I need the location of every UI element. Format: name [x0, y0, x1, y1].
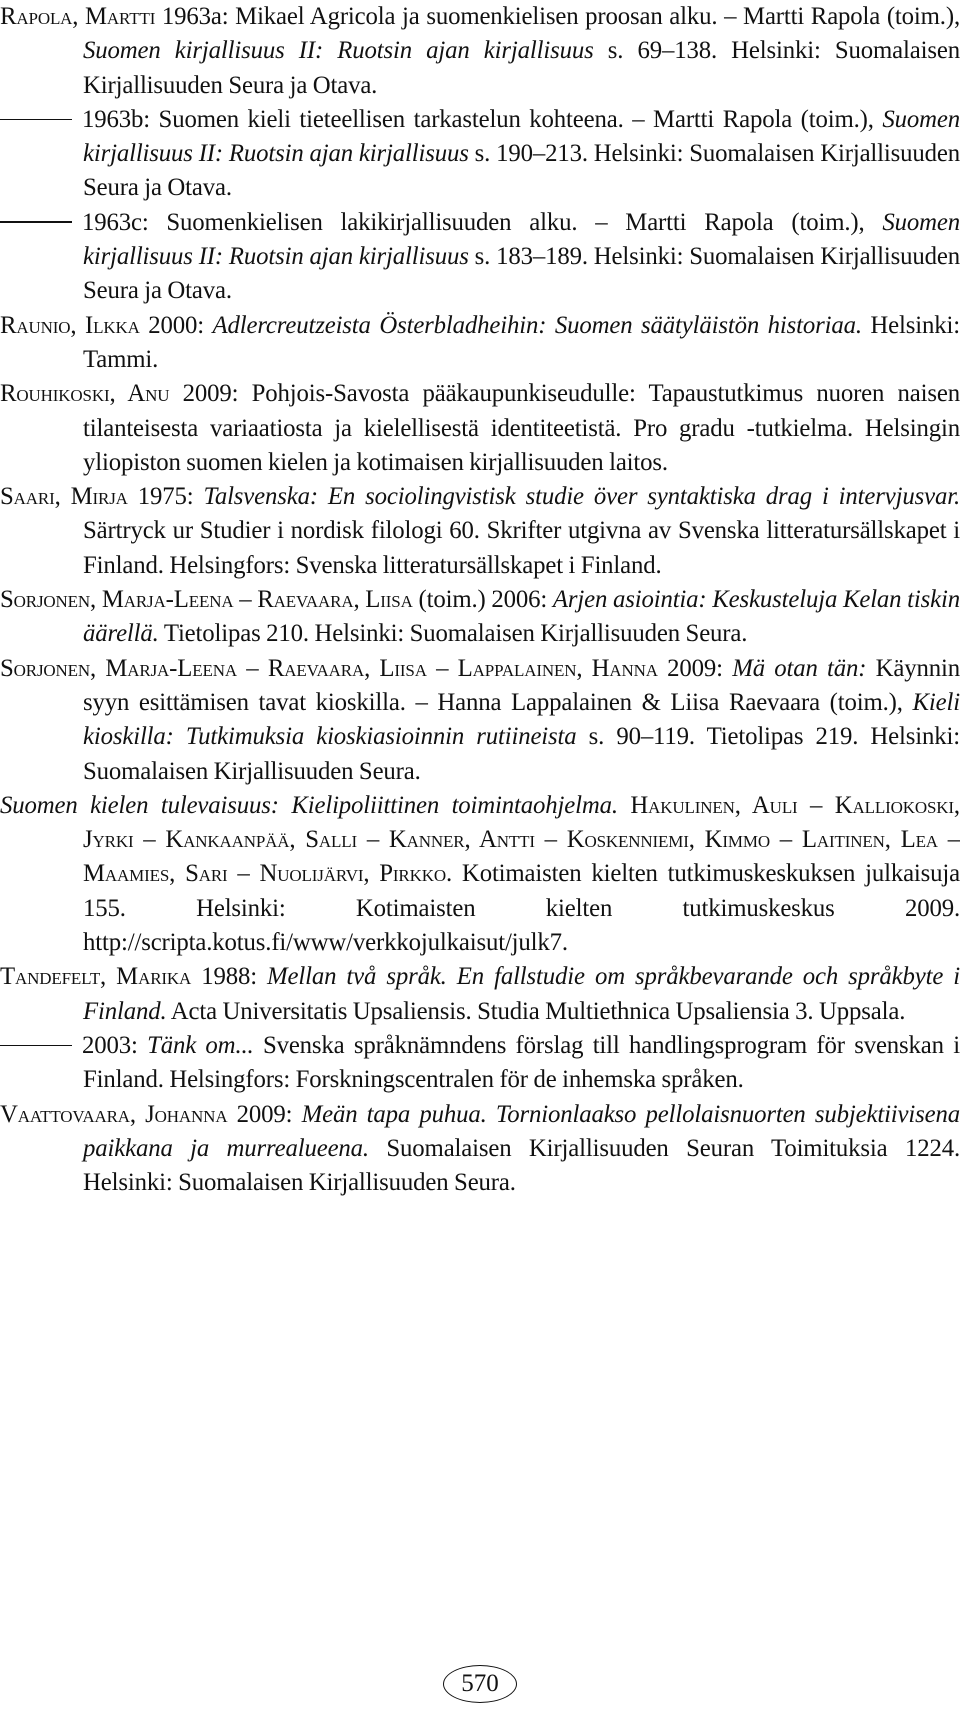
reference-title: Suomen kirjallisuus II: Ruotsin ajan kirjallisuus: [83, 37, 594, 65]
reference-entry: [0, 309, 960, 378]
reference-title: Arjen asiointia: Keskusteluja Kelan tiskin äärellä.: [83, 586, 960, 648]
reference-text: (toim.) 2006:: [412, 586, 553, 614]
reference-text: 2000:: [139, 311, 213, 339]
reference-text: Kotimaisten kielten tutkimuskeskuksen julkaisuja 155. Helsinki: Kotimaisten kielten tutkimuskeskus 2009. http://scripta.kotus.fi/www/verkkojulkaisut/julk7.: [83, 860, 960, 957]
reference-text: 1975:: [127, 483, 204, 511]
reference-entry: [0, 1029, 960, 1098]
author-separator: –: [237, 654, 268, 682]
reference-text: Käynnin syyn esittämisen tavat kioskilla. – Hanna Lappalainen & Liisa Raevaara (toim.),: [83, 654, 960, 716]
reference-text: Acta Universitatis Upsaliensis. Studia Multiethnica Upsaliensia 3. Uppsala.: [166, 997, 906, 1025]
reference-text: 2009:: [657, 654, 733, 682]
reference-title: Mä otan tän:: [732, 654, 867, 682]
reference-text: 2009:: [227, 1100, 302, 1128]
author-name: Rapola, Martti: [0, 3, 156, 30]
author-name: Hakulinen, Auli – Kalliokoski, Jyrki – Kankaanpää, Salli – Kanner, Antti – Koskenniemi, Kimmo – Laitinen, Lea – Maamies, Sari – Nuolijärvi, Pirkko.: [83, 791, 960, 888]
reference-entry: [0, 0, 960, 103]
reference-entry: [0, 789, 960, 960]
reference-text: s. 183–189. Helsinki: Suomalaisen Kirjallisuuden Seura ja Otava.: [83, 243, 960, 305]
reference-text: Särtryck ur Studier i nordisk filologi 60. Skrifter utgivna av Svenska litteratursällskapet i Finland. Helsingfors: Svenska litteratursällskapet i Finland.: [83, 517, 960, 579]
reference-text: 1963b: Suomen kieli tieteellisen tarkastelun kohteena. – Martti Rapola (toim.),: [82, 105, 883, 133]
reference-title: Suomen kirjallisuus II: Ruotsin ajan kirjallisuus: [83, 208, 960, 271]
author-separator: –: [426, 654, 458, 682]
reference-entry: [0, 377, 960, 480]
reference-title: Meän tapa puhua. Tornionlaakso pellolaisnuorten subjektiivisena paikkana ja murrealueena.: [83, 1100, 960, 1162]
author-name: Saari, Mirja: [0, 483, 128, 511]
reference-title: Suomen kirjallisuus II: Ruotsin ajan kirjallisuus: [83, 105, 960, 168]
author-name: Sorjonen, Marja-Leena: [0, 654, 237, 682]
author-name: Raevaara, Liisa: [257, 586, 413, 614]
author-name: Lappalainen, Hanna: [457, 654, 658, 682]
author-name: Rouhikoski, Anu: [0, 380, 170, 408]
reference-entry: [0, 1098, 960, 1201]
reference-text: Helsinki: Tammi.: [83, 311, 960, 373]
author-name: Raunio, Ilkka: [0, 311, 140, 339]
reference-title: Mellan två språk. En fallstudie om språkbevarande och språkbyte i Finland.: [83, 963, 960, 1025]
ditto-dash: [0, 119, 72, 120]
author-name: Sorjonen, Marja-Leena: [0, 586, 234, 614]
author-name: Raevaara, Liisa: [267, 654, 427, 682]
reference-text: 2009: Pohjois-Savosta pääkaupunkiseudulle: Tapaustutkimus nuoren naisen tilanteisesta variaatiosta ja kielellisestä identiteetistä. Pro gradu -tutkielma. Helsingin yliopiston suomen kielen ja kotimaisen kirjallisuuden laitos.: [83, 380, 960, 476]
reference-title: Suomen kielen tulevaisuus: Kielipoliittinen toimintaohjelma.: [0, 791, 618, 819]
reference-text: Svenska språknämndens förslag till handlingsprogram för svenskan i Finland. Helsingfors: Forskningscentralen för de inhemska språken.: [83, 1031, 960, 1094]
reference-text: 1963a: Mikael Agricola ja suomenkielisen proosan alku. – Martti Rapola (toim.),: [155, 3, 960, 30]
reference-entry: [0, 206, 960, 309]
reference-text: 1988:: [191, 963, 268, 991]
reference-text: s. 90–119. Tietolipas 219. Helsinki: Suomalaisen Kirjallisuuden Seura.: [83, 723, 960, 785]
reference-text: Suomalaisen Kirjallisuuden Seuran Toimituksia 1224. Helsinki: Suomalaisen Kirjallisuuden Seura.: [83, 1134, 960, 1197]
reference-text: s. 190–213. Helsinki: Suomalaisen Kirjallisuuden Seura ja Otava.: [83, 140, 960, 202]
reference-entry: [0, 652, 960, 789]
ditto-dash: [0, 221, 72, 222]
reference-title: Adlercreutzeista Österbladheihin: Suomen säätyläistön historiaa.: [212, 311, 862, 339]
reference-entry: [0, 583, 960, 652]
reference-text: [618, 792, 630, 819]
ditto-dash: [0, 1045, 72, 1046]
reference-title: Kieli kioskilla: Tutkimuksia kioskiasioinnin rutiineista: [83, 688, 960, 751]
reference-entry: [0, 103, 960, 206]
author-name: Vaattovaara, Johanna: [0, 1100, 228, 1128]
reference-title: Talsvenska: En sociolingvistisk studie över syntaktiska drag i intervjusvar.: [203, 483, 960, 511]
author-separator: –: [233, 586, 258, 614]
reference-text: 1963c: Suomenkielisen lakikirjallisuuden alku. – Martti Rapola (toim.),: [82, 208, 883, 236]
reference-entry: [0, 480, 960, 583]
reference-text: 2003:: [82, 1031, 148, 1059]
reference-text: Tietolipas 210. Helsinki: Suomalaisen Kirjallisuuden Seura.: [158, 620, 748, 648]
author-name: Tandefelt, Marika: [0, 963, 192, 991]
reference-text: s. 69–138. Helsinki: Suomalaisen Kirjallisuuden Seura ja Otava.: [83, 37, 960, 99]
page-number: 570: [443, 1665, 517, 1703]
reference-entry: [0, 960, 960, 1029]
reference-title: Tänk om...: [147, 1031, 254, 1059]
